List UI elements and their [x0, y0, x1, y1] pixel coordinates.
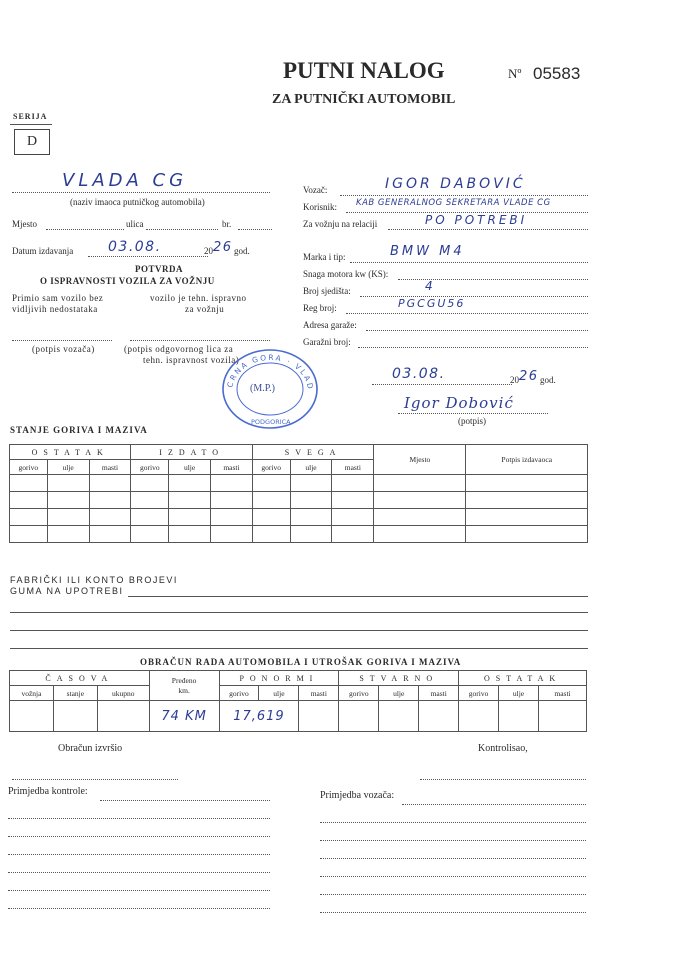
tires-line2: GUMA NA UPOTREBI [10, 586, 124, 596]
handwritten-signature: Igor Dobović [404, 394, 514, 412]
korisnik-label: Korisnik: [303, 202, 338, 212]
snaga-label: Snaga motora kw (KS): [303, 269, 389, 279]
table-row [10, 509, 588, 526]
fuel-sub-gorivo: gorivo [252, 460, 290, 475]
signature-date-line [372, 384, 512, 385]
fuel-group-svega: SVEGA [252, 445, 373, 460]
mjesto-label: Mjesto [12, 219, 38, 229]
sig-tech-caption-1: (potpis odgovornog lica za [124, 344, 234, 354]
work-group-ponormi: PONORMI [219, 671, 339, 686]
owner-line [12, 192, 270, 193]
fuel-section-title: STANJE GORIVA I MAZIVA [10, 425, 148, 435]
fuel-sub-ulje: ulje [47, 460, 89, 475]
work-predjeno-unit: km. [178, 685, 190, 695]
sig-tech-caption-2: tehn. ispravnost vozila) [143, 355, 240, 365]
adresa-garaze-line [366, 330, 588, 331]
potvrda-left-line1: Primio sam vozilo bez [12, 293, 104, 303]
br-label: br. [222, 219, 232, 229]
signature-year-prefix: 20 [510, 375, 519, 385]
primjedba-vozaca-line [320, 894, 586, 895]
tires-rule-1 [128, 596, 588, 597]
adresa-garaze-label: Adresa garaže: [303, 320, 357, 330]
obracun-label: Obračun izvršio [58, 743, 123, 754]
reg-value: PGCGU56 [398, 297, 466, 310]
table-row [10, 701, 587, 732]
work-sub-ulje: ulje [379, 686, 419, 701]
work-sub-ulje: ulje [499, 686, 539, 701]
ulica-line [146, 229, 218, 230]
work-norm-fuel-value: 17,619 [219, 701, 299, 732]
primjedba-vozaca-line [320, 840, 586, 841]
primjedba-kontrole-line [8, 836, 270, 837]
signature-year-suffix: god. [540, 375, 556, 385]
primjedba-kontrole-line [8, 890, 270, 891]
primjedba-kontrole-line [8, 818, 270, 819]
owner-value: VLADA CG [62, 170, 188, 191]
primjedba-kontrole-line [8, 854, 270, 855]
potvrda-title: POTVRDA [135, 264, 183, 274]
stamp-center-text: (M.P.) [250, 383, 276, 394]
primjedba-kontrole-line [8, 908, 270, 909]
fuel-group-izdato: IZDATO [131, 445, 252, 460]
document-title: PUTNI NALOG [283, 58, 445, 83]
primjedba-kontrole-label: Primjedba kontrole: [8, 786, 88, 797]
serija-box: D [14, 129, 50, 155]
obracun-line [12, 779, 178, 780]
table-row [10, 492, 588, 509]
work-predjeno-label: Pređeno [171, 675, 197, 685]
tires-rule-4 [10, 648, 588, 649]
table-row [10, 475, 588, 492]
issue-date-year-prefix: 20 [204, 246, 213, 256]
stamp-ring-text: CRNA GORA · VLAD [225, 352, 316, 392]
vozac-value: IGOR DABOVIĆ [385, 176, 526, 192]
korisnik-value: KAB GENERALNOG SEKRETARA VLADE CG [356, 198, 551, 208]
primjedba-vozaca-line [320, 822, 586, 823]
reg-label: Reg broj: [303, 303, 337, 313]
issue-date-value: 03.08. [108, 239, 162, 255]
work-sub-ulje: ulje [259, 686, 299, 701]
official-stamp [220, 348, 320, 430]
work-sub-stanje: stanje [53, 686, 97, 701]
marka-value: BMW M4 [390, 244, 465, 259]
fuel-sub-ulje: ulje [169, 460, 211, 475]
signature-date: 03.08. [392, 366, 446, 382]
sig-driver-caption: (potpis vozača) [32, 344, 95, 354]
work-sub-masti: masti [419, 686, 459, 701]
primjedba-kontrole-line [100, 800, 270, 801]
work-sub-gorivo: gorivo [219, 686, 259, 701]
fuel-sub-masti: masti [332, 460, 374, 475]
vozac-line [340, 195, 588, 196]
work-group-ostatak: OSTATAK [459, 671, 587, 686]
marka-label: Marka i tip: [303, 252, 346, 262]
kontrolisao-label: Kontrolisao, [478, 743, 528, 754]
fuel-sub-gorivo: gorivo [131, 460, 169, 475]
relacija-label: Za vožnju na relaciji [303, 219, 378, 229]
fuel-table [9, 444, 588, 543]
work-predjeno-header [149, 671, 219, 701]
work-table [9, 670, 587, 732]
serija-label: SERIJA [13, 112, 48, 121]
document-number-prefix: Nº [508, 66, 522, 81]
sig-tech-line [130, 340, 270, 341]
ulica-label: ulica [126, 219, 144, 229]
fuel-sub-ulje: ulje [290, 460, 332, 475]
work-km-value: 74 KM [149, 701, 219, 732]
reg-line [346, 313, 588, 314]
document-subtitle: ZA PUTNIČKI AUTOMOBIL [272, 92, 456, 107]
vozac-label: Vozač: [303, 185, 328, 195]
work-section-title: OBRAČUN RADA AUTOMOBILA I UTROŠAK GORIVA I MAZIVA [140, 657, 462, 667]
primjedba-vozaca-line [320, 876, 586, 877]
issue-date-line [88, 256, 208, 257]
relacija-line [388, 229, 588, 230]
sjedista-value: 4 [425, 279, 435, 293]
serija-rule [10, 124, 52, 125]
br-line [238, 229, 272, 230]
fuel-group-ostatak: OSTATAK [10, 445, 131, 460]
tires-line1: FABRIČKI ILI KONTO BROJEVI [10, 575, 178, 585]
issue-date-year: 26 [213, 240, 233, 255]
work-group-stvarno: STVARNO [339, 671, 459, 686]
sjedista-label: Broj sjedišta: [303, 286, 351, 296]
primjedba-vozaca-line [320, 912, 586, 913]
potvrda-subtitle: O ISPRAVNOSTI VOZILA ZA VOŽNJU [40, 276, 215, 286]
fuel-sub-gorivo: gorivo [10, 460, 48, 475]
signature-year: 26 [519, 369, 539, 384]
fuel-potpis-header: Potpis izdavaoca [466, 445, 588, 475]
sig-driver-line [12, 340, 112, 341]
potvrda-right-line1: vozilo je tehn. ispravno [150, 293, 247, 303]
primjedba-kontrole-line [8, 872, 270, 873]
signature-line [398, 413, 548, 414]
mjesto-line [46, 229, 124, 230]
garazni-broj-label: Garažni broj: [303, 337, 351, 347]
garazni-broj-line [358, 347, 588, 348]
work-sub-voznja: vožnja [10, 686, 54, 701]
sjedista-line [360, 296, 588, 297]
work-sub-masti: masti [538, 686, 586, 701]
primjedba-vozaca-line [402, 804, 586, 805]
potvrda-right-line2: za vožnju [185, 304, 225, 314]
work-sub-gorivo: gorivo [339, 686, 379, 701]
primjedba-vozaca-label: Primjedba vozača: [320, 790, 395, 801]
owner-caption: (naziv imaoca putničkog automobila) [70, 197, 205, 207]
work-group-casova: ČASOVA [10, 671, 150, 686]
issue-date-suffix: god. [234, 246, 250, 256]
work-sub-gorivo: gorivo [459, 686, 499, 701]
stamp-city: PODGORICA [251, 418, 291, 426]
tires-rule-2 [10, 612, 588, 613]
primjedba-vozaca-line [320, 858, 586, 859]
document-number: 05583 [533, 64, 581, 83]
potvrda-left-line2: vidljivih nedostataka [12, 304, 98, 314]
fuel-sub-masti: masti [89, 460, 131, 475]
tires-rule-3 [10, 630, 588, 631]
issue-date-label: Datum izdavanja [12, 246, 74, 256]
fuel-sub-masti: masti [211, 460, 253, 475]
marka-line [350, 262, 588, 263]
signature-caption: (potpis) [458, 416, 486, 426]
work-sub-masti: masti [299, 686, 339, 701]
table-row [10, 526, 588, 543]
fuel-mjesto-header: Mjesto [374, 445, 466, 475]
relacija-value: PO POTREBI [425, 213, 528, 227]
kontrolisao-line [420, 779, 586, 780]
work-sub-ukupno: ukupno [97, 686, 149, 701]
